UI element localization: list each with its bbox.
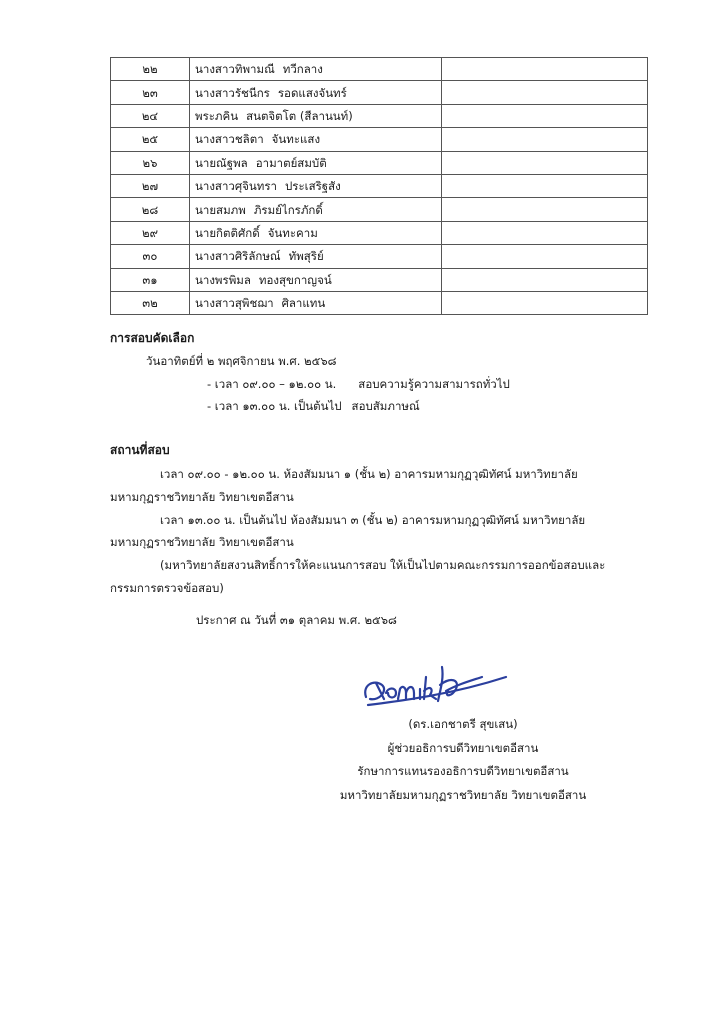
venue-note-cont: กรรมการตรวจข้อสอบ) (110, 581, 224, 595)
exam-heading: การสอบคัดเลือก (110, 331, 195, 345)
row-number: ๒๙ (111, 221, 190, 244)
table-row (111, 128, 648, 151)
candidate-first-name: นายณัฐพล (195, 155, 248, 170)
venue-heading: สถานที่สอบ (110, 443, 170, 457)
row-number: ๒๓ (111, 81, 190, 104)
table-row (111, 81, 648, 104)
blank-cell (442, 268, 648, 291)
row-number: ๒๕ (111, 128, 190, 151)
row-number: ๒๗ (111, 174, 190, 197)
blank-cell (442, 245, 648, 268)
venue-line-2: เวลา ๑๓.๐๐ น. เป็นต้นไป ห้องสัมมนา ๓ (ชั้น ๒) อาคารมหามกุฏวุฒิทัศน์ มหาวิทยาลัย (160, 513, 586, 527)
session-1-time: - เวลา ๐๙.๐๐ – ๑๒.๐๐ น. (207, 377, 337, 391)
candidate-surname: ประเสริฐสัง (284, 179, 341, 194)
candidate-surname: ภิรมย์ไกรภักดิ์ (253, 202, 323, 217)
candidate-name-cell (190, 104, 442, 127)
candidate-table (110, 57, 648, 315)
table-row (111, 104, 648, 127)
table-row (111, 291, 648, 314)
candidate-surname: จันทะแสง (271, 132, 321, 147)
candidate-surname: ทวีกลาง (282, 62, 323, 77)
row-number: ๒๒ (111, 58, 190, 81)
candidate-name-cell (190, 198, 442, 221)
candidate-surname: ทองสุขกาญจน์ (258, 272, 332, 287)
table-row (111, 174, 648, 197)
candidate-surname: ศิลาแทน (281, 296, 326, 311)
blank-cell (442, 104, 648, 127)
row-number: ๒๖ (111, 151, 190, 174)
candidate-first-name: นางสาวสุพิชฌา (195, 296, 274, 311)
row-number: ๓๑ (111, 268, 190, 291)
venue-line-1-cont: มหามกุฏราชวิทยาลัย วิทยาเขตอีสาน (110, 490, 294, 504)
venue-line-1: เวลา ๐๙.๐๐ - ๑๒.๐๐ น. ห้องสัมมนา ๑ (ชั้น ๒) อาคารมหามกุฏวุฒิทัศน์ มหาวิทยาลัย (160, 467, 578, 481)
table-row (111, 221, 648, 244)
blank-cell (442, 128, 648, 151)
signatory-title-1: ผู้ช่วยอธิการบดีวิทยาเขตอีสาน (387, 741, 539, 755)
table-row (111, 245, 648, 268)
exam-session-2 (207, 398, 420, 414)
table-row (111, 58, 648, 81)
exam-date: วันอาทิตย์ที่ ๒ พฤศจิกายน พ.ศ. ๒๕๖๘ (146, 354, 337, 368)
signatory-name: (ดร.เอกชาตรี สุขเสน) (408, 717, 518, 731)
candidate-first-name: นางสาวทิพามณี (195, 62, 275, 77)
table-row (111, 151, 648, 174)
candidate-name-cell (190, 174, 442, 197)
announcement-date: ประกาศ ณ วันที่ ๓๑ ตุลาคม พ.ศ. ๒๕๖๘ (196, 613, 397, 627)
candidate-name-cell (190, 128, 442, 151)
candidate-first-name: นางสาวศุจินทรา (195, 179, 277, 194)
candidate-first-name: นางพรพิมล (195, 272, 251, 287)
candidate-surname: อามาตย์สมบัติ (255, 155, 327, 170)
blank-cell (442, 221, 648, 244)
candidate-name-cell (190, 291, 442, 314)
candidate-name-cell (190, 245, 442, 268)
candidate-first-name: นายสมภพ (195, 202, 246, 217)
session-2-time: - เวลา ๑๓.๐๐ น. เป็นต้นไป (207, 399, 342, 413)
row-number: ๓๐ (111, 245, 190, 268)
candidate-surname: สนตจิตโต (สีลานนท์) (246, 108, 353, 123)
candidate-name-cell (190, 268, 442, 291)
blank-cell (442, 291, 648, 314)
blank-cell (442, 81, 648, 104)
session-2-desc: สอบสัมภาษณ์ (351, 399, 420, 413)
blank-cell (442, 198, 648, 221)
candidate-surname: จันทะคาม (267, 225, 318, 240)
blank-cell (442, 151, 648, 174)
row-number: ๒๔ (111, 104, 190, 127)
session-1-desc: สอบความรู้ความสามารถทั่วไป (358, 377, 510, 391)
signatory-title-3: มหาวิทยาลัยมหามกุฏราชวิทยาลัย วิทยาเขตอีสาน (339, 788, 587, 802)
candidate-name-cell (190, 221, 442, 244)
venue-note: (มหาวิทยาลัยสงวนสิทธิ์การให้คะแนนการสอบ ให้เป็นไปตามคณะกรรมการออกข้อสอบและ (160, 558, 606, 572)
row-number: ๒๘ (111, 198, 190, 221)
table-row (111, 198, 648, 221)
candidate-first-name: พระภคิน (195, 108, 239, 123)
candidate-name-cell (190, 58, 442, 81)
signatory-title-2: รักษาการแทนรองอธิการบดีวิทยาเขตอีสาน (357, 764, 569, 778)
venue-line-2-cont: มหามกุฏราชวิทยาลัย วิทยาเขตอีสาน (110, 535, 294, 549)
signature-image (360, 655, 510, 715)
candidate-name-cell (190, 81, 442, 104)
candidate-name-cell (190, 151, 442, 174)
candidate-surname: รอดแสงจันทร์ (277, 85, 347, 100)
candidate-first-name: นางสาวรัชนีกร (195, 85, 270, 100)
candidate-first-name: นายกิตติศักดิ์ (195, 225, 260, 240)
blank-cell (442, 58, 648, 81)
candidate-surname: ทัพสุริย์ (288, 249, 324, 264)
exam-session-1 (207, 376, 510, 392)
candidate-first-name: นางสาวศิริลักษณ์ (195, 249, 281, 264)
candidate-first-name: นางสาวชลิตา (195, 132, 264, 147)
blank-cell (442, 174, 648, 197)
row-number: ๓๒ (111, 291, 190, 314)
candidate-table-body (111, 58, 648, 315)
table-row (111, 268, 648, 291)
